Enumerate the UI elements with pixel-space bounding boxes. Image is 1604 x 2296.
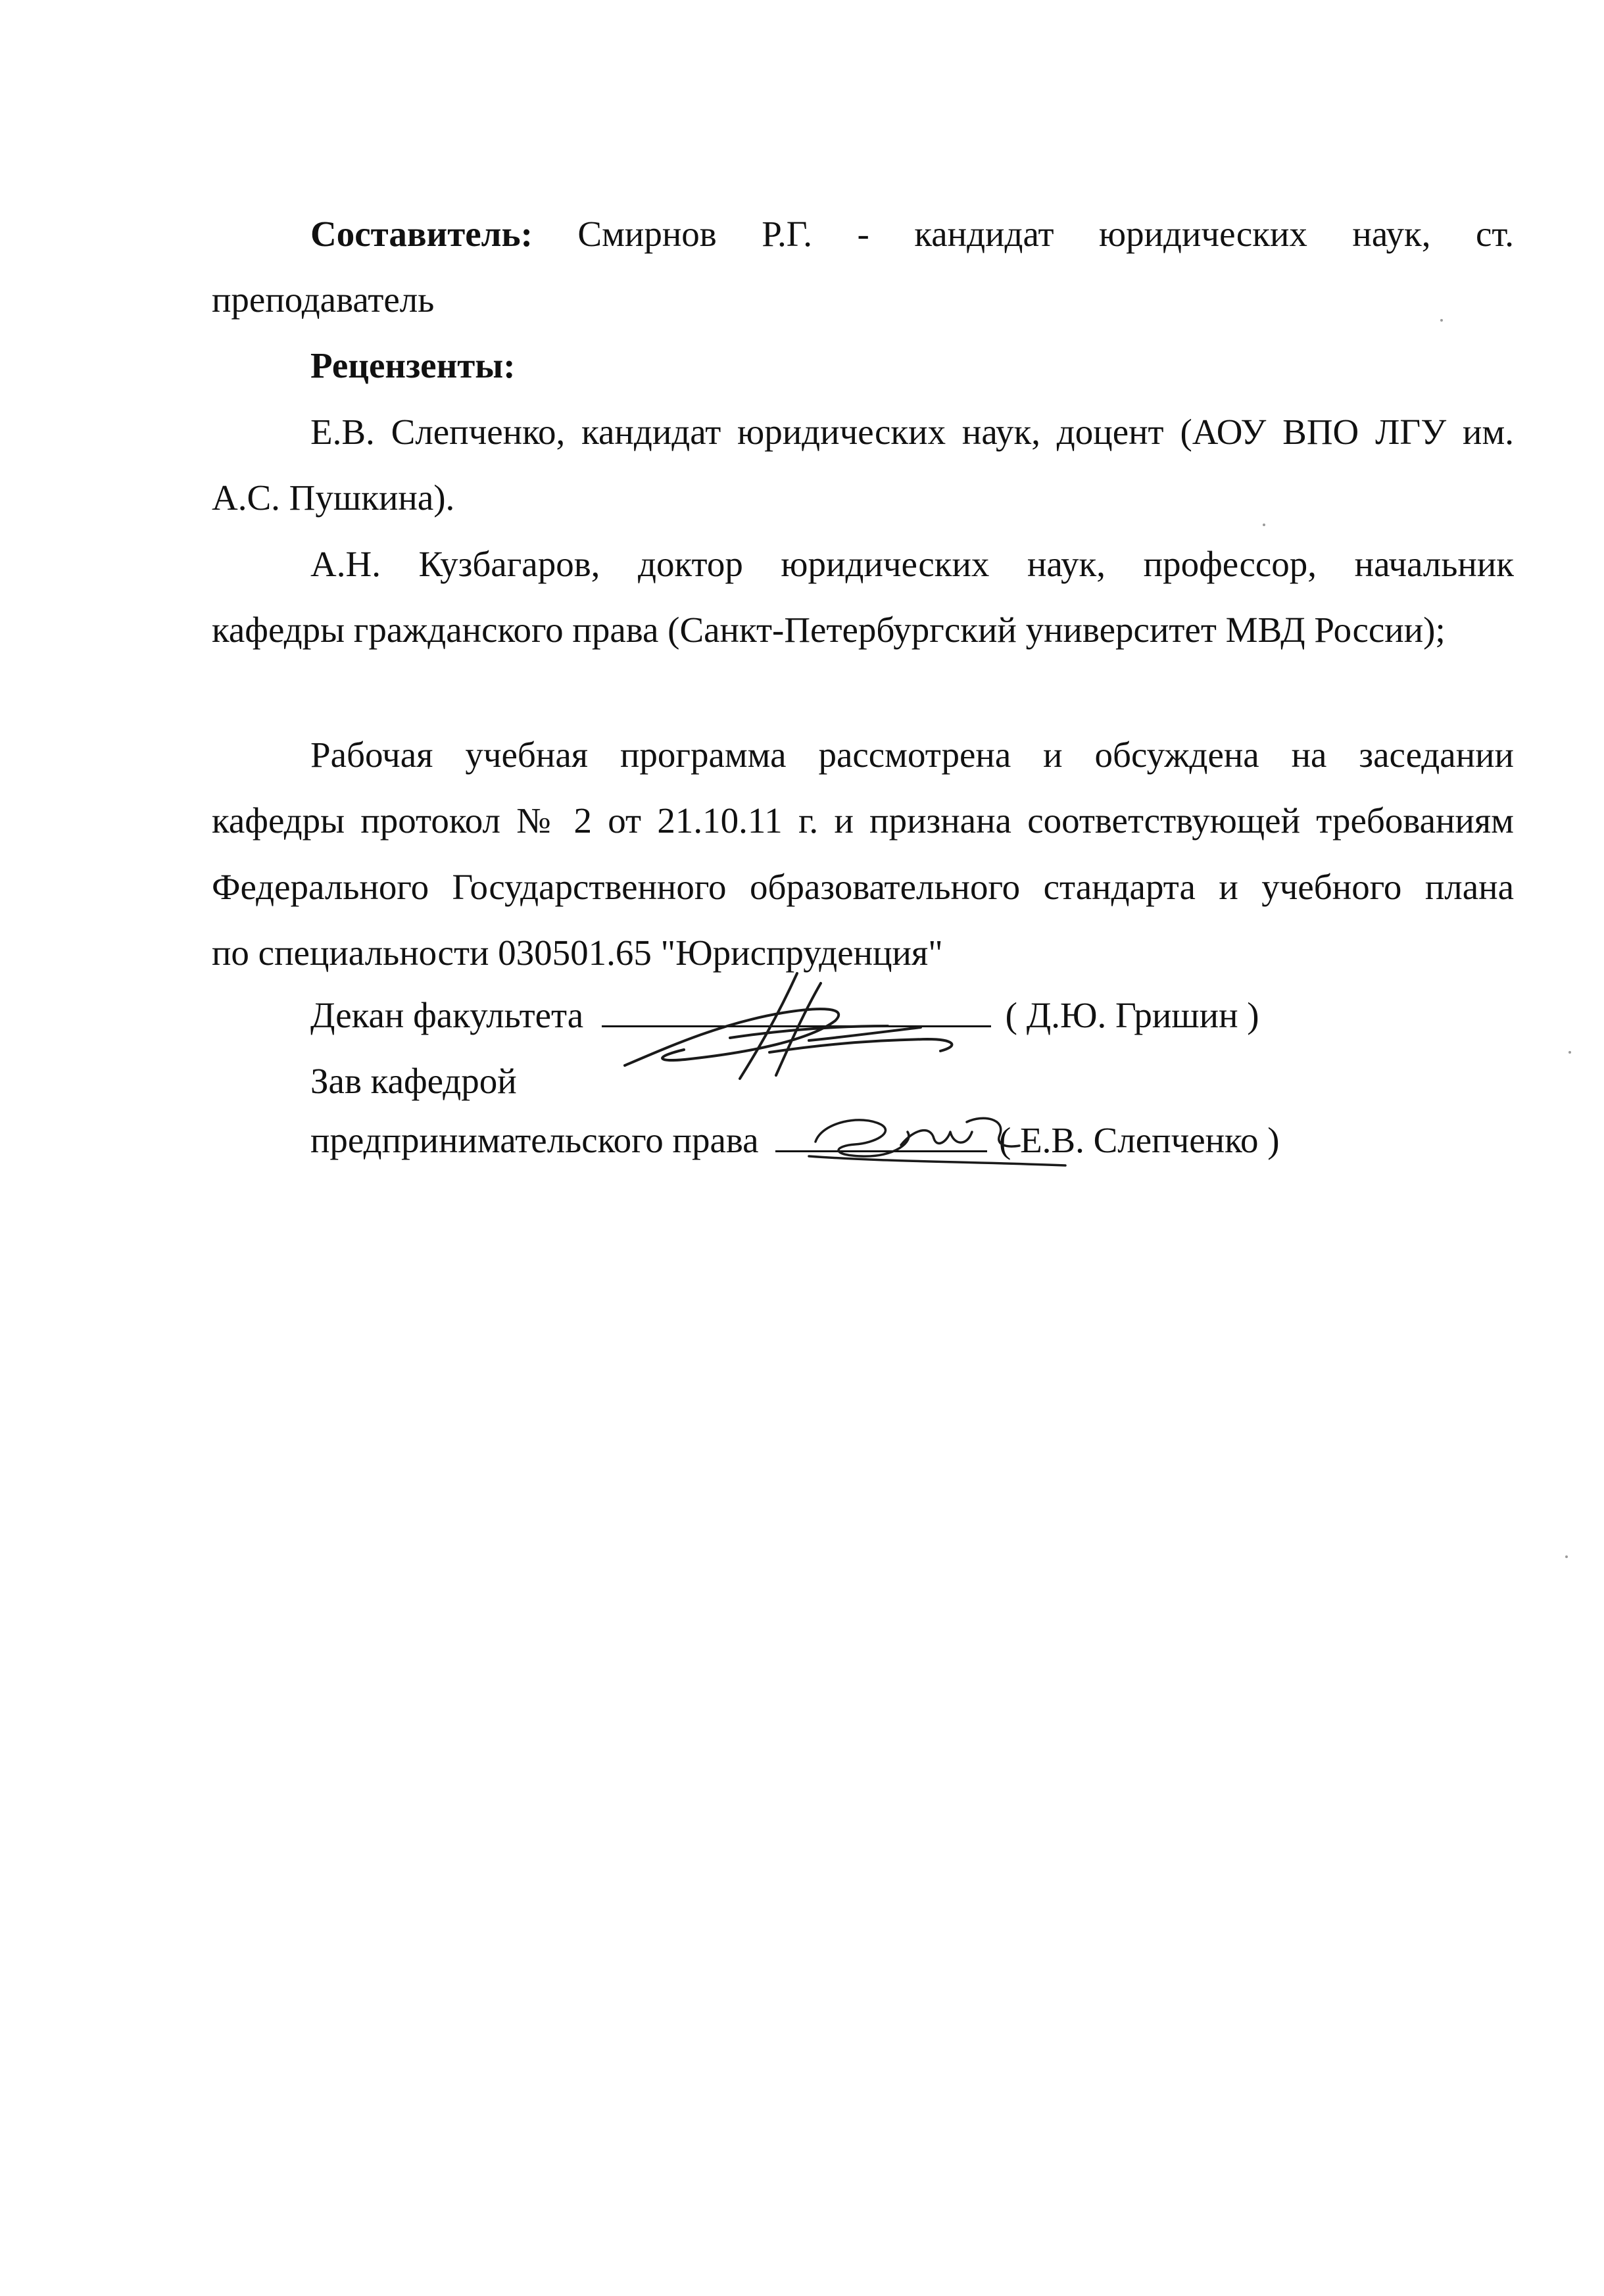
dean-handwritten-signature [612, 967, 1006, 1085]
approval-line-3: Федерального Государственного образовательного стандарта и учебного плана [212, 867, 1514, 907]
reviewer-1-line-1: Е.В. Слепченко, кандидат юридических наук, доцент (АОУ ВПО ЛГУ им. [310, 412, 1514, 452]
approval-line-2: кафедры протокол № 2 от 21.10.11 г. и признана соответствующей требованиям [212, 800, 1514, 841]
head-label-line-1: Зав кафедрой [310, 1061, 517, 1101]
compiler-line-2: преподаватель [212, 280, 435, 320]
scan-speck [1568, 1051, 1571, 1054]
dean-name: ( Д.Ю. Гришин ) [1005, 995, 1259, 1035]
head-name: ( Е.В. Слепченко ) [999, 1120, 1280, 1160]
reviewer-2-line-2: кафедры гражданского права (Санкт-Петербургский университет МВД России); [212, 610, 1446, 650]
compiler-line-1 [212, 216, 1514, 262]
compiler-label: Составитель: [310, 214, 533, 254]
head-handwritten-signature [802, 1096, 1079, 1175]
dean-label: Декан факультета [310, 995, 584, 1035]
reviewer-2-line-1: А.Н. Кузбагаров, доктор юридических наук, профессор, начальник [310, 544, 1514, 584]
head-label-line-2: предпринимательского права [310, 1120, 759, 1160]
scan-speck [1263, 524, 1265, 526]
compiler-text: Смирнов Р.Г. - кандидат юридических наук, ст. [577, 214, 1515, 254]
scan-speck [1565, 1555, 1568, 1558]
scan-speck [1440, 319, 1443, 322]
approval-line-1: Рабочая учебная программа рассмотрена и обсуждена на заседании [310, 735, 1514, 775]
approval-line-4: по специальности 030501.65 "Юриспруденция" [212, 933, 943, 973]
reviewer-1-line-2: А.С. Пушкина). [212, 477, 455, 518]
reviewers-heading: Рецензенты: [310, 345, 516, 385]
